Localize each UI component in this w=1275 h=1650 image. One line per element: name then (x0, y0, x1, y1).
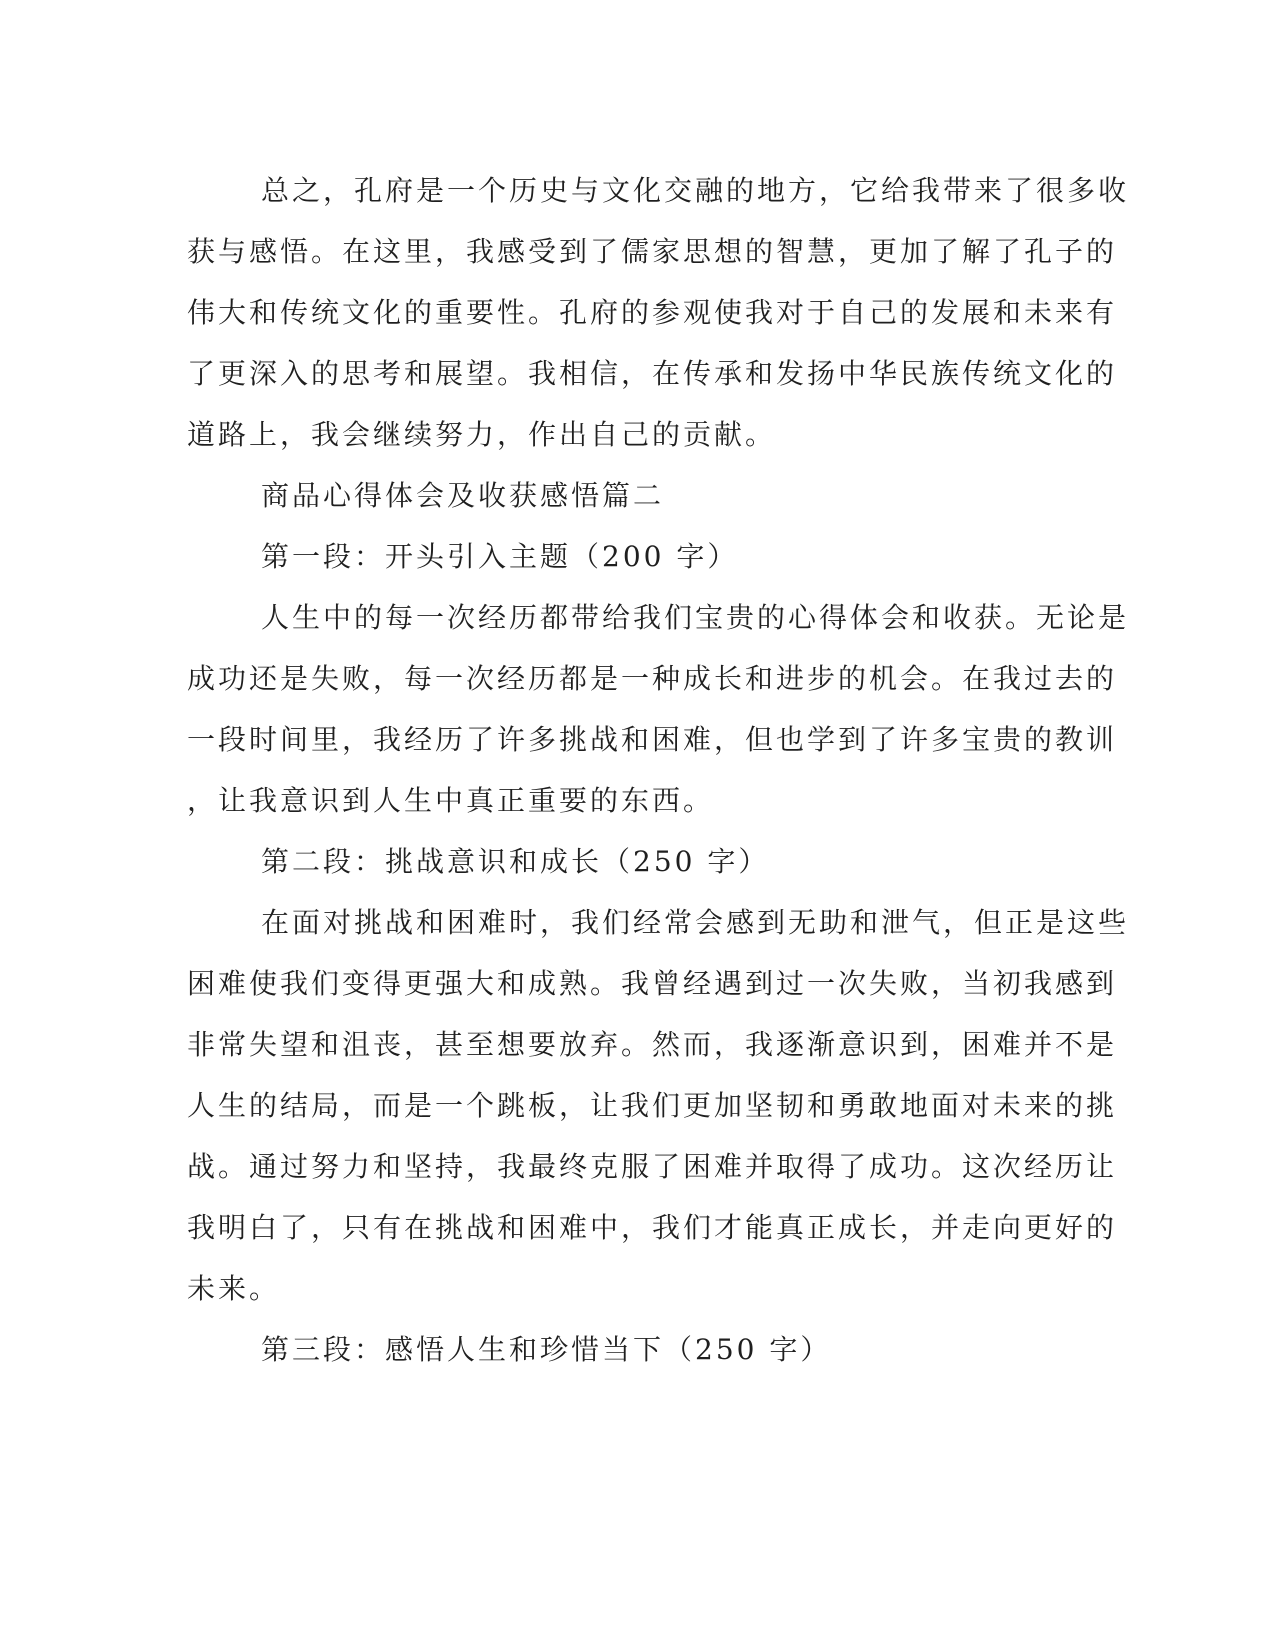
paragraph-challenge (187, 892, 1130, 1319)
document-body (187, 160, 1130, 1380)
paragraph-intro (187, 587, 1130, 831)
text-line: 非常失望和沮丧，甚至想要放弃。然而，我逐渐意识到，困难并不是 (187, 1028, 1118, 1061)
text-line: 道路上，我会继续努力，作出自己的贡献。 (187, 418, 777, 451)
text-line: ，让我意识到人生中真正重要的东西。 (187, 784, 715, 817)
paragraph-conclusion (187, 160, 1130, 465)
text-line: 伟大和传统文化的重要性。孔府的参观使我对于自己的发展和未来有 (187, 296, 1118, 329)
section-heading-3: 第三段：感悟人生和珍惜当下（250 字） (261, 1333, 832, 1366)
text-line: 战。通过努力和坚持，我最终克服了困难并取得了成功。这次经历让 (187, 1150, 1118, 1183)
text-line: 总之，孔府是一个历史与文化交融的地方，它给我带来了很多收 (261, 174, 1130, 207)
text-line: 获与感悟。在这里，我感受到了儒家思想的智慧，更加了解了孔子的 (187, 235, 1118, 268)
text-line: 一段时间里，我经历了许多挑战和困难，但也学到了许多宝贵的教训 (187, 723, 1118, 756)
text-line: 了更深入的思考和展望。我相信，在传承和发扬中华民族传统文化的 (187, 357, 1118, 390)
text-line: 人生的结局，而是一个跳板，让我们更加坚韧和勇敢地面对未来的挑 (187, 1089, 1118, 1122)
text-line: 成功还是失败，每一次经历都是一种成长和进步的机会。在我过去的 (187, 662, 1118, 695)
article-title: 商品心得体会及收获感悟篇二 (261, 479, 665, 512)
text-line: 未来。 (187, 1272, 281, 1305)
section-heading-2: 第二段：挑战意识和成长（250 字） (261, 845, 770, 878)
text-line: 人生中的每一次经历都带给我们宝贵的心得体会和收获。无论是 (261, 601, 1130, 634)
text-line: 我明白了，只有在挑战和困难中，我们才能真正成长，并走向更好的 (187, 1211, 1118, 1244)
text-line: 在面对挑战和困难时，我们经常会感到无助和泄气，但正是这些 (261, 906, 1130, 939)
text-line: 困难使我们变得更强大和成熟。我曾经遇到过一次失败，当初我感到 (187, 967, 1118, 1000)
section-heading-1: 第一段：开头引入主题（200 字） (261, 540, 739, 573)
